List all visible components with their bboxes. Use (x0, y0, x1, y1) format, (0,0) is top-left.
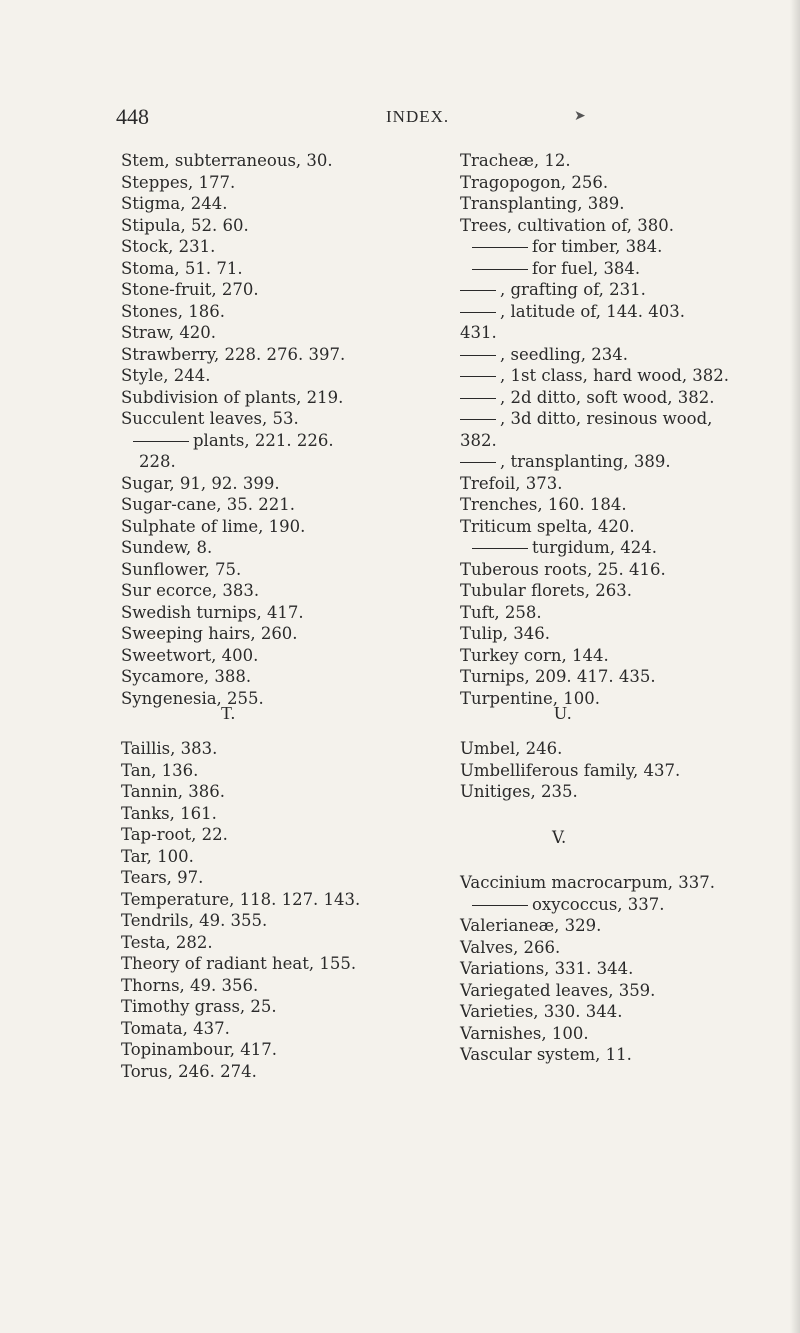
index-entry (460, 279, 780, 301)
index-entry: Sur ecorce, 383. (121, 581, 260, 600)
index-entry: Valves, 266. (460, 937, 561, 957)
index-entry: Tears, 97. (121, 868, 204, 887)
index-entry: Sugar, 91, 92. 399. (121, 473, 280, 493)
index-entry-text: , seedling, 234. (500, 344, 629, 364)
index-entry: Umbel, 246. (460, 739, 563, 758)
index-entry: Tuft, 258. (460, 602, 542, 622)
index-entry: Trefoil, 373. (460, 473, 563, 493)
ditto-dash (460, 419, 496, 420)
section-letter-t: T. (221, 703, 236, 723)
index-entry-text: oxycoccus, 337. (532, 894, 665, 914)
index-entry: Stigma, 244. (121, 194, 228, 213)
index-entry: Unitiges, 235. (460, 782, 578, 801)
printer-mark-icon: ➤ (574, 108, 586, 124)
index-entry: Temperature, 118. 127. 143. (121, 889, 361, 909)
index-entry: Sweetwort, 400. (121, 645, 259, 665)
page-edge-shadow (790, 0, 800, 1333)
index-entry: Sulphate of lime, 190. (121, 516, 306, 536)
index-entry: Testa, 282. (121, 932, 213, 952)
index-entry: Turkey corn, 144. (460, 645, 609, 665)
index-entry: Vascular system, 11. (460, 1045, 632, 1064)
index-entry-text: for timber, 384. (532, 237, 663, 256)
index-entry: Stipula, 52. 60. (121, 215, 249, 235)
index-entry: 382. (460, 430, 497, 450)
index-entry: Sweeping hairs, 260. (121, 624, 298, 643)
index-entry: Tanks, 161. (121, 803, 217, 823)
index-entry (460, 301, 780, 323)
index-entry: Tannin, 386. (121, 782, 225, 801)
index-entry: Tendrils, 49. 355. (121, 911, 268, 930)
index-entry (460, 344, 780, 366)
index-entry: Sugar-cane, 35. 221. (121, 495, 295, 514)
ditto-dash (460, 290, 496, 291)
index-entry-text: , 3d ditto, resinous wood, (500, 409, 713, 428)
page-header (116, 104, 716, 134)
index-entry: Tuberous roots, 25. 416. (460, 559, 666, 579)
index-entry-text: , transplanting, 389. (500, 452, 671, 471)
index-column-right-top (460, 150, 780, 709)
index-entry: Topinambour, 417. (121, 1040, 278, 1059)
index-entry: Varnishes, 100. (460, 1023, 589, 1043)
ditto-dash (133, 441, 189, 442)
index-entry: Vaccinium macrocarpum, 337. (460, 873, 715, 892)
index-entry (460, 451, 780, 473)
running-head: INDEX. (386, 107, 450, 126)
index-entry (460, 365, 780, 387)
index-entry: Sycamore, 388. (121, 667, 252, 686)
index-entry: Tan, 136. (121, 760, 199, 780)
index-entry-text: , grafting of, 231. (500, 280, 646, 299)
ditto-dash (460, 376, 496, 377)
index-entry: Varieties, 330. 344. (460, 1002, 623, 1021)
section-letter-v: V. (552, 827, 567, 847)
index-entry: Stem, subterraneous, 30. (121, 151, 333, 170)
ditto-dash (460, 355, 496, 356)
index-entry (460, 408, 780, 430)
index-entry: Sunflower, 75. (121, 559, 242, 579)
index-entry: Tar, 100. (121, 846, 194, 866)
index-entry (460, 387, 780, 409)
index-entry (460, 537, 780, 559)
index-entry: Torus, 246. 274. (121, 1061, 257, 1081)
index-entry-text: , latitude of, 144. 403. (500, 301, 686, 321)
index-entry: Taillis, 383. (121, 739, 218, 758)
index-entry: Swedish turnips, 417. (121, 602, 304, 622)
index-entry: Stoma, 51. 71. (121, 258, 243, 278)
index-entry-text: plants, 221. 226. (193, 430, 334, 450)
index-entry: Subdivision of plants, 219. (121, 387, 344, 407)
page-number: 448 (116, 104, 149, 129)
section-gap (460, 803, 780, 827)
index-entry: Trees, cultivation of, 380. (460, 215, 674, 235)
index-entry (460, 236, 780, 258)
index-entry: Tomata, 437. (121, 1018, 230, 1038)
index-column-right-bottom (460, 738, 780, 1066)
ditto-dash (460, 312, 496, 313)
index-entry: Umbelliferous family, 437. (460, 760, 681, 780)
index-entry (460, 894, 780, 916)
index-entry: Straw, 420. (121, 323, 217, 342)
index-entry: Trenches, 160. 184. (460, 495, 627, 514)
index-entry: Thorns, 49. 356. (121, 975, 259, 995)
ditto-dash (472, 247, 528, 248)
index-entry-text: , 2d ditto, soft wood, 382. (500, 387, 715, 407)
index-entry: Syngenesia, 255. (121, 688, 264, 708)
index-entry: Turnips, 209. 417. 435. (460, 667, 656, 686)
index-entry: Stock, 231. (121, 237, 216, 256)
index-entry: Tracheæ, 12. (460, 151, 571, 170)
index-entry: Sundew, 8. (121, 538, 213, 557)
index-entry: Tubular florets, 263. (460, 581, 632, 600)
index-entry (460, 258, 780, 280)
index-entry: 431. (460, 323, 497, 342)
ditto-dash (460, 462, 496, 463)
index-entry: Theory of radiant heat, 155. (121, 954, 357, 973)
index-entry: Tap-root, 22. (121, 825, 228, 844)
index-entry (121, 430, 421, 452)
index-entry: Succulent leaves, 53. (121, 409, 299, 428)
index-entry: Steppes, 177. (121, 172, 236, 192)
index-entry: Variations, 331. 344. (460, 959, 634, 978)
section-letter-u: U. (554, 703, 572, 723)
index-entry: Style, 244. (121, 366, 211, 385)
ditto-dash (460, 398, 496, 399)
index-entry: Turpentine, 100. (460, 688, 601, 708)
index-entry: Tragopogon, 256. (460, 172, 609, 192)
index-entry: Variegated leaves, 359. (460, 980, 656, 1000)
ditto-dash (472, 905, 528, 906)
index-entry: Stone-fruit, 270. (121, 280, 259, 299)
index-entry: Timothy grass, 25. (121, 997, 277, 1016)
index-entry-text: for fuel, 384. (532, 258, 641, 278)
index-entry-text: turgidum, 424. (532, 538, 658, 557)
index-entry-text: , 1st class, hard wood, 382. (500, 366, 730, 385)
index-entry: Stones, 186. (121, 301, 225, 321)
ditto-dash (472, 548, 528, 549)
index-entry: 228. (139, 452, 176, 471)
index-column-left-top (121, 150, 421, 709)
index-entry: Strawberry, 228. 276. 397. (121, 344, 346, 364)
index-entry: Transplanting, 389. (460, 194, 625, 213)
index-column-left-bottom (121, 738, 421, 1082)
index-entry: Valerianeæ, 329. (460, 916, 602, 935)
index-entry: Triticum spelta, 420. (460, 516, 635, 536)
section-gap (460, 848, 780, 872)
index-entry: Tulip, 346. (460, 624, 550, 643)
ditto-dash (472, 269, 528, 270)
